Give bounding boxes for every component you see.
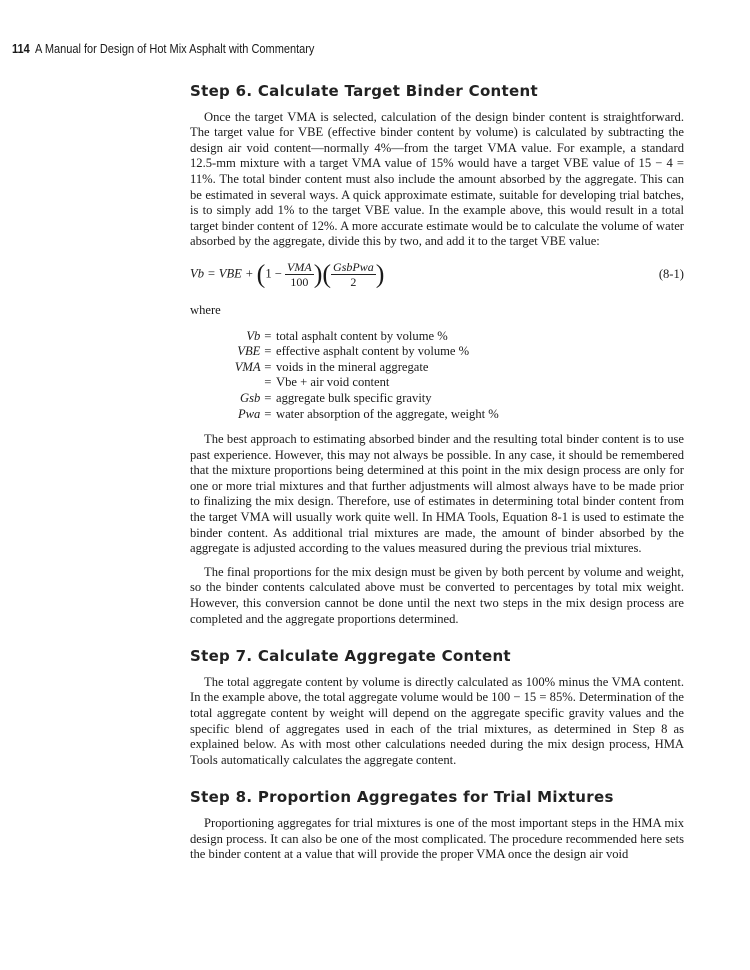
running-header	[12, 42, 314, 56]
def-symbol: Pwa =	[237, 406, 272, 421]
where-label: where	[190, 302, 221, 317]
equation-8-1: Vb = VBE + (1 − $\frac{\text{VMA}}{100}$ )( $\frac{\text{GsbPwa}}{2}$ ) (8-1)	[190, 259, 684, 289]
paragraph: The best approach to estimating absorbed binder and the resulting total binder content is to use past experience. However, this may not always be possible. In any case, it should be remembered that the mixture proportions being determined at this point in the mix design process are only for one or more trial mixtures and that further adjustments will almost always have to be made prior to finalizing the mix design. Therefore, use of estimates in determining total binder content from the target VMA will usually work quite well. In HMA Tools, Equation 8-1 is used to estimate the binder content. As additional trial mixtures are made, the amount of binder absorbed by the aggregate is adjusted according to the values measured during the previous trial mixtures.	[190, 432, 684, 556]
equation-number: (8-1)	[658, 266, 684, 281]
paragraph: Proportioning aggregates for trial mixtures is one of the most important steps in the HMA mix design process. It can also be one of the most complicated. The procedure recommended here sets the binder content at a value that will provide the proper VMA once the design air void	[190, 815, 684, 862]
def-symbol: VMA =	[234, 359, 272, 374]
page-body	[190, 84, 684, 871]
equation-one: 1 −	[265, 266, 286, 281]
def-text: aggregate bulk specific gravity	[276, 390, 432, 405]
step8-heading: Step 8. Proportion Aggregates for Trial Mixtures	[190, 788, 614, 807]
book-title: A Manual for Design of Hot Mix Asphalt with Commentary	[35, 42, 315, 56]
page-number: 114	[12, 42, 30, 56]
def-text: voids in the mineral aggregate	[276, 359, 429, 374]
frac1-num: VMA	[287, 259, 312, 274]
def-text: Vbe + air void content	[276, 375, 390, 390]
paragraph: Once the target VMA is selected, calculation of the design binder content is straightforward. The target value for VBE (effective binder content by volume) is calculated by subtracting the design air void content—normally 4%—from the target VMA value. For example, a standard 12.5-mm mixture with a target VMA value of 15% would have a target VBE value of 15 − 4 = 11%. The total binder content must also include the amount absorbed by the aggregate. This can be estimated in several ways. A quick approximate estimate, suitable for developing trial batches, is to simply add 1% to the target VBE value. In the example above, this would result in a total target binder content of 12%. A more accurate estimate would be to calculate the volume of water absorbed by the aggregate, divide this by two, and add it to the target VBE value:	[190, 109, 684, 249]
step7-heading: Step 7. Calculate Aggregate Content	[190, 647, 511, 666]
def-symbol: Vb =	[246, 328, 272, 343]
def-text: water absorption of the aggregate, weight %	[276, 406, 499, 421]
paragraph: The final proportions for the mix design must be given by both percent by volume and weight, so the binder contents calculated above must be converted to percentages by total mix weight. However, this conversion cannot be done until the next two steps in the mix design process are completed and the aggregate proportions determined.	[190, 564, 684, 626]
frac1-den: 100	[290, 274, 309, 289]
definitions-list	[190, 329, 684, 423]
def-symbol: Gsb =	[240, 390, 272, 405]
def-text: effective asphalt content by volume %	[276, 344, 470, 359]
def-text: total asphalt content by volume %	[276, 328, 448, 343]
frac2-den: 2	[350, 274, 357, 289]
equation-lhs: Vb = VBE +	[190, 266, 257, 281]
def-symbol: =	[263, 375, 272, 390]
frac2-num: GsbPwa	[333, 259, 374, 274]
step6-heading: Step 6. Calculate Target Binder Content	[190, 82, 538, 100]
paragraph: The total aggregate content by volume is directly calculated as 100% minus the VMA content. In the example above, the total aggregate volume would be 100 − 15 = 85%. Determination of the total aggregate content by weight will depend on the aggregate specific gravity values and the specific blend of aggregates used in each of the trial mixtures, as determined in Step 8 as explained below. As with most other calculations needed during the mix design process, HMA Tools automatically calculates the aggregate content.	[190, 674, 684, 767]
def-symbol: VBE =	[237, 344, 272, 359]
